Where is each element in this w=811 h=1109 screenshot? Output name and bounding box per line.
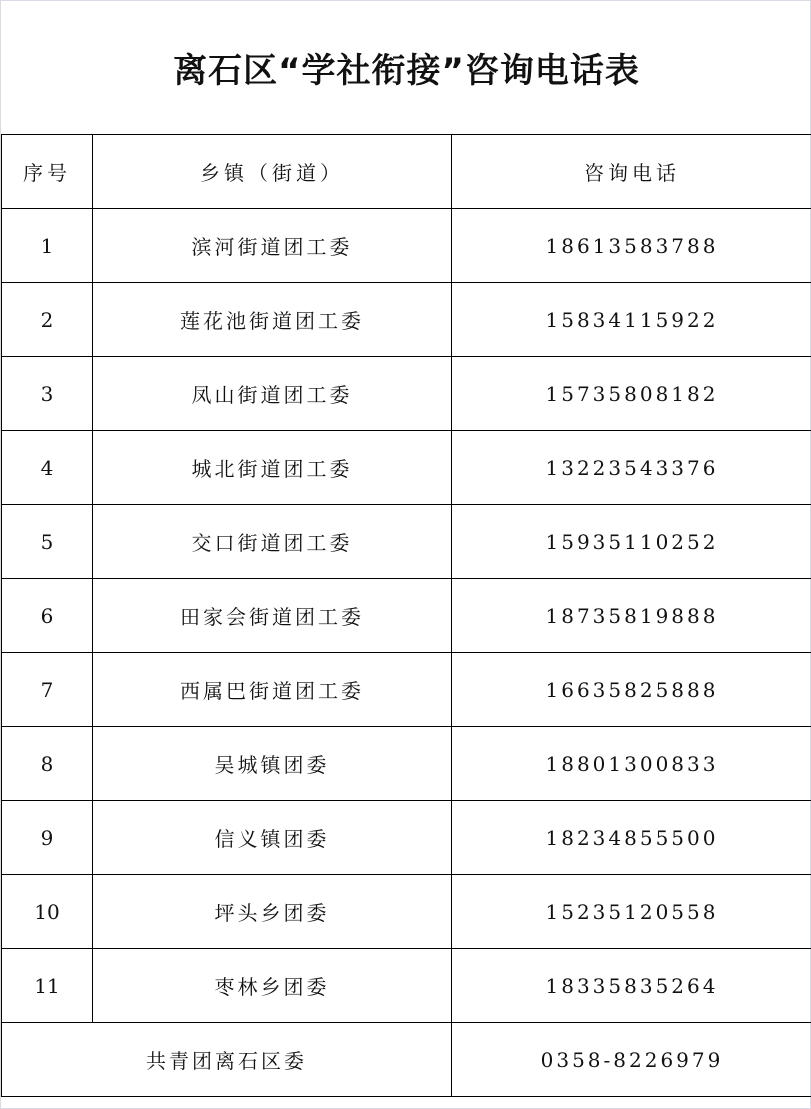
footer-row xyxy=(2,1023,811,1097)
row-township: 交口街道团工委 xyxy=(93,505,452,579)
row-index: 9 xyxy=(2,801,93,875)
table-row xyxy=(2,949,811,1023)
row-phone: 18801300833 xyxy=(452,727,811,801)
phone-table xyxy=(1,134,811,1097)
header-index: 序号 xyxy=(2,135,93,209)
table-row xyxy=(2,653,811,727)
row-township: 城北街道团工委 xyxy=(93,431,452,505)
footer-phone: 0358-8226979 xyxy=(452,1023,811,1097)
row-index: 5 xyxy=(2,505,93,579)
row-phone: 18735819888 xyxy=(452,579,811,653)
row-township: 信义镇团委 xyxy=(93,801,452,875)
row-phone: 18335835264 xyxy=(452,949,811,1023)
row-township: 田家会街道团工委 xyxy=(93,579,452,653)
row-township: 吴城镇团委 xyxy=(93,727,452,801)
row-township: 莲花池街道团工委 xyxy=(93,283,452,357)
row-phone: 18234855500 xyxy=(452,801,811,875)
footer-name: 共青团离石区委 xyxy=(2,1023,452,1097)
row-phone: 15235120558 xyxy=(452,875,811,949)
table-row xyxy=(2,579,811,653)
row-phone: 15834115922 xyxy=(452,283,811,357)
row-index: 3 xyxy=(2,357,93,431)
header-phone: 咨询电话 xyxy=(452,135,811,209)
header-township: 乡镇（街道） xyxy=(93,135,452,209)
page-title: 离石区“学社衔接”咨询电话表 xyxy=(173,51,640,91)
row-phone: 16635825888 xyxy=(452,653,811,727)
table-row xyxy=(2,875,811,949)
row-phone: 13223543376 xyxy=(452,431,811,505)
table-row xyxy=(2,431,811,505)
row-township: 枣林乡团委 xyxy=(93,949,452,1023)
row-index: 4 xyxy=(2,431,93,505)
row-index: 1 xyxy=(2,209,93,283)
table-row xyxy=(2,801,811,875)
table-header-row xyxy=(2,135,811,209)
table-row xyxy=(2,505,811,579)
row-index: 10 xyxy=(2,875,93,949)
row-index: 2 xyxy=(2,283,93,357)
row-phone: 15735808182 xyxy=(452,357,811,431)
row-township: 凤山街道团工委 xyxy=(93,357,452,431)
row-index: 6 xyxy=(2,579,93,653)
table-row xyxy=(2,283,811,357)
row-phone: 15935110252 xyxy=(452,505,811,579)
row-index: 8 xyxy=(2,727,93,801)
row-index: 11 xyxy=(2,949,93,1023)
row-township: 坪头乡团委 xyxy=(93,875,452,949)
row-index: 7 xyxy=(2,653,93,727)
table-row xyxy=(2,357,811,431)
row-phone: 18613583788 xyxy=(452,209,811,283)
table-row xyxy=(2,209,811,283)
table-row xyxy=(2,727,811,801)
row-township: 西属巴街道团工委 xyxy=(93,653,452,727)
row-township: 滨河街道团工委 xyxy=(93,209,452,283)
